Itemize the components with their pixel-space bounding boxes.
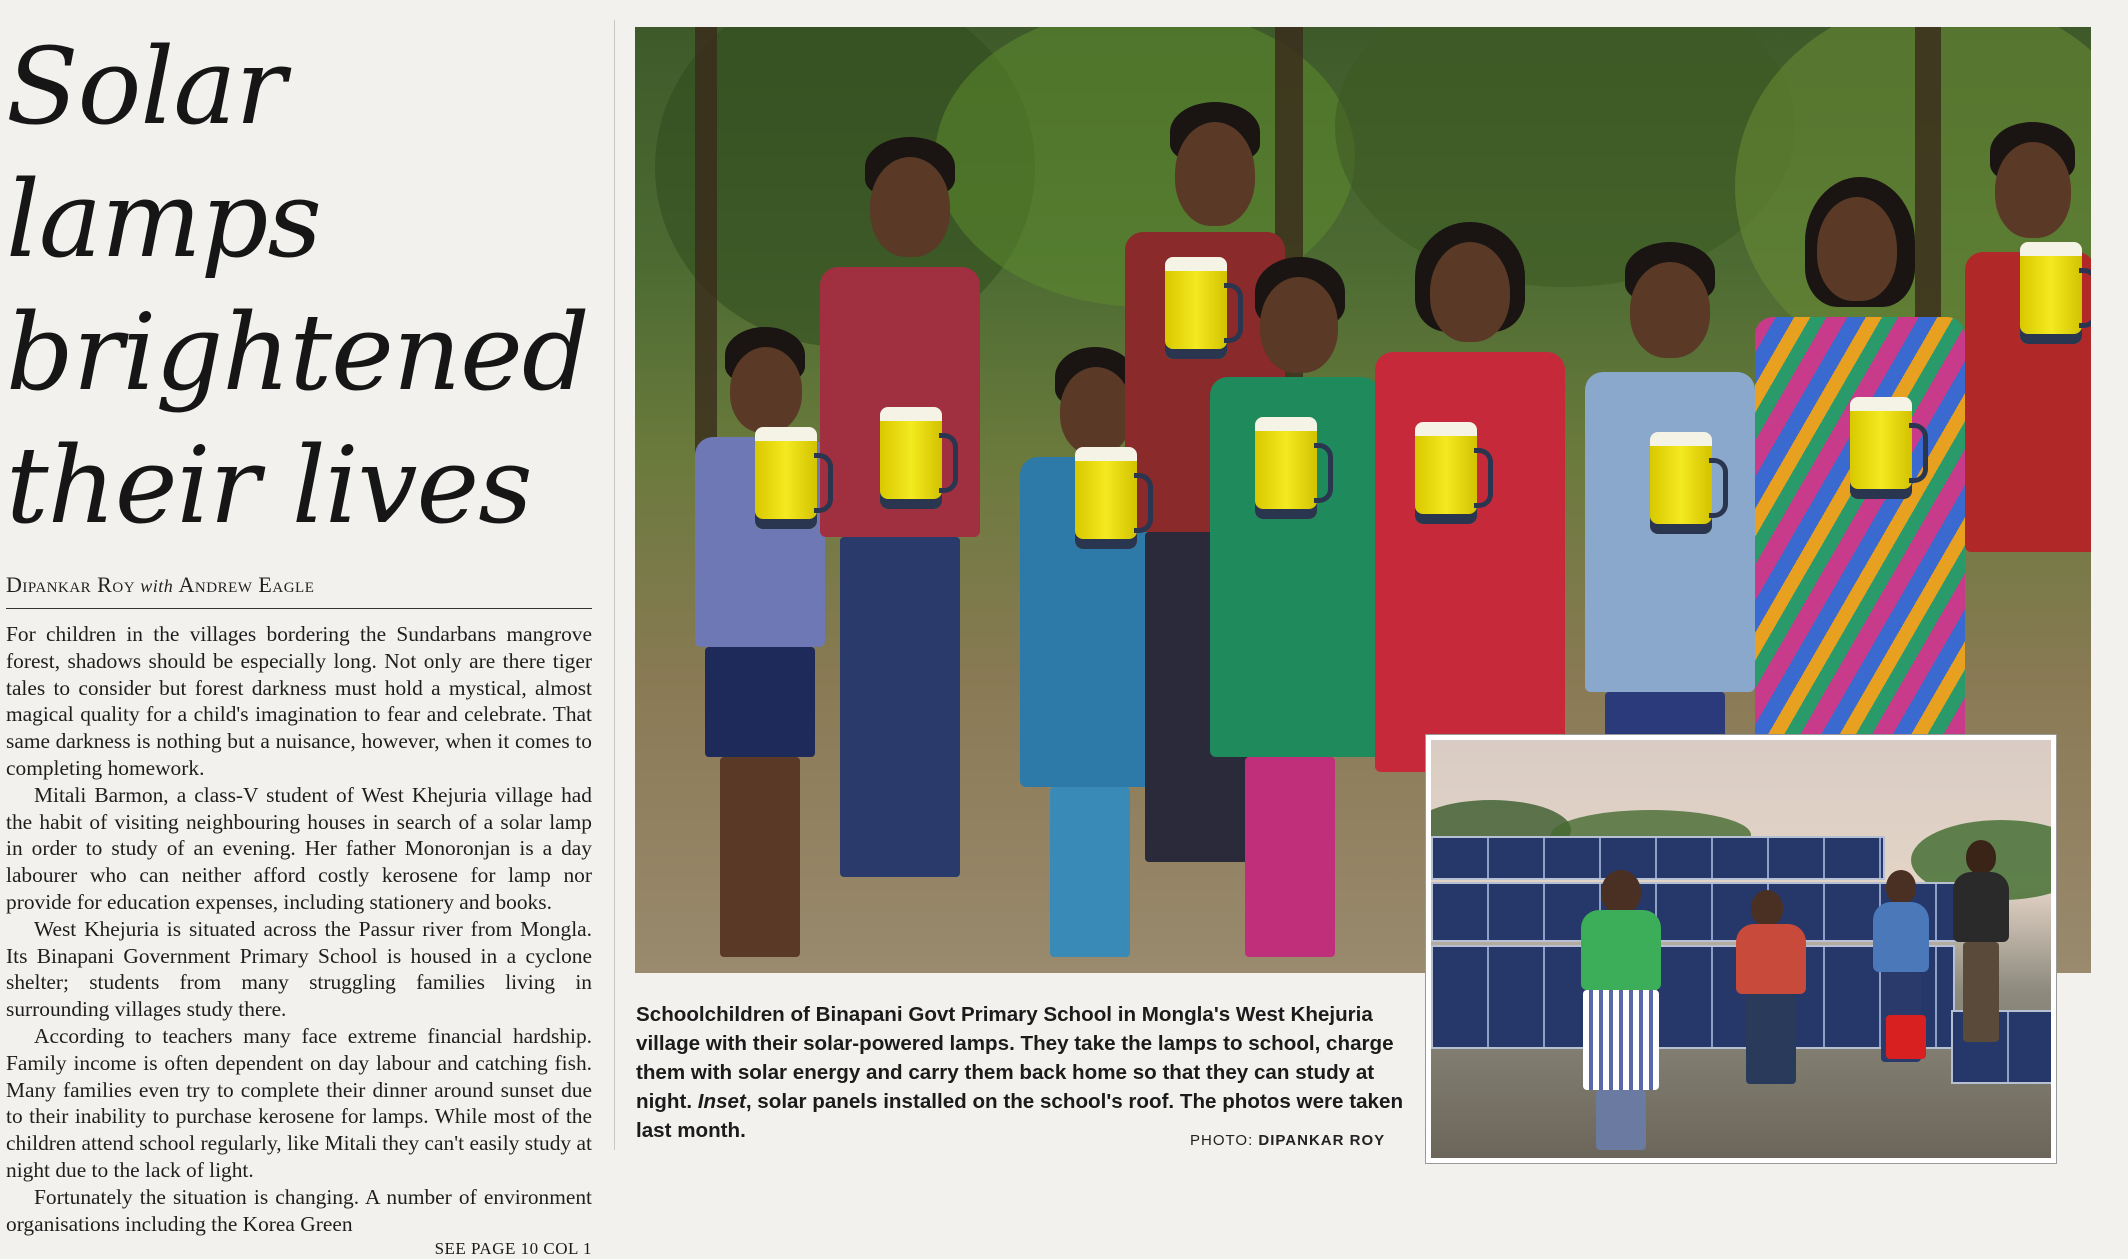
solar-lamp — [880, 407, 942, 509]
continued-jump-line: SEE PAGE 10 COL 1 — [434, 1239, 592, 1259]
solar-lamp — [1650, 432, 1712, 534]
solar-lamp — [2020, 242, 2082, 344]
solar-lamp — [1075, 447, 1137, 549]
solar-lamp — [1255, 417, 1317, 519]
paragraph: Mitali Barmon, a class-V student of West Khejuria village had the habit of visiting neighbouring houses in search of a solar lamp in order to study of an evening. Her father Monoronjan is a day labourer who can neither afford costly kerosene for lamp nor provide for education expenses, including stationery and books. — [6, 782, 592, 914]
photo-caption — [636, 1000, 1406, 1145]
child-figure — [675, 307, 825, 967]
child-figure — [1965, 122, 2091, 722]
caption-text-continued: , solar panels installed on the school's roof. The photos were taken last month. — [636, 1090, 1404, 1142]
worker-figure — [1731, 890, 1811, 1090]
byline — [6, 572, 592, 609]
solar-lamp — [755, 427, 817, 529]
caption-text: Schoolchildren of Binapani Govt Primary School in Mongla's West Khejuria village with their solar-powered lamps. They take the lamps to school, charge them with solar energy and carry them back home so that they can study at night. — [636, 1003, 1394, 1113]
credit-label: PHOTO: — [1190, 1132, 1254, 1149]
child-figure — [1200, 237, 1380, 973]
byline-coauthor: Andrew Eagle — [178, 572, 315, 597]
column-divider — [614, 20, 615, 1150]
byline-author: Dipankar Roy — [6, 572, 136, 597]
byline-with: with — [140, 576, 174, 596]
inset-photo-solar-panels-on-roof — [1426, 735, 2056, 1163]
headline-line-3: their lives — [6, 424, 532, 547]
worker-figure — [1951, 840, 2011, 1050]
paragraph: Fortunately the situation is changing. A number of environment organisations including the Korea Green — [6, 1184, 592, 1236]
worker-figure — [1571, 870, 1671, 1150]
article-body — [6, 621, 592, 1237]
paragraph: For children in the villages bordering the Sundarbans mangrove forest, shadows should be especially long. Not only are there tiger tales to consider but forest darkness must hold a mystical, almost magical quality for a child's imagination to fear and celebrate. That same darkness is nothing but a nuisance, however, when it comes to completing homework. — [6, 622, 592, 780]
credit-name: DIPANKAR ROY — [1258, 1132, 1386, 1149]
headline-line-1: Solar lamps — [6, 25, 321, 281]
photo-credit — [1190, 1132, 1385, 1149]
article-column — [6, 20, 592, 1259]
paragraph: West Khejuria is situated across the Passur river from Mongla. Its Binapani Government Primary School is housed in a cyclone shelter; students from many struggling families living in surrounding villages study there. — [6, 916, 592, 1022]
red-bucket — [1886, 1015, 1926, 1059]
child-figure — [810, 117, 980, 917]
solar-lamp — [1850, 397, 1912, 499]
solar-lamp — [1165, 257, 1227, 359]
solar-lamp — [1415, 422, 1477, 524]
paragraph: According to teachers many face extreme financial hardship. Family income is often dependent on day labour and catching fish. Many families even try to complete their dinner around sunset due to their inability to purchase kerosene for lamps. While most of the children attend school regularly, like Mitali they can't easily study at night due to the lack of light. — [6, 1023, 592, 1182]
caption-inset-word: Inset — [697, 1090, 746, 1113]
headline-line-2: brightened — [6, 291, 589, 414]
headline — [6, 20, 592, 552]
